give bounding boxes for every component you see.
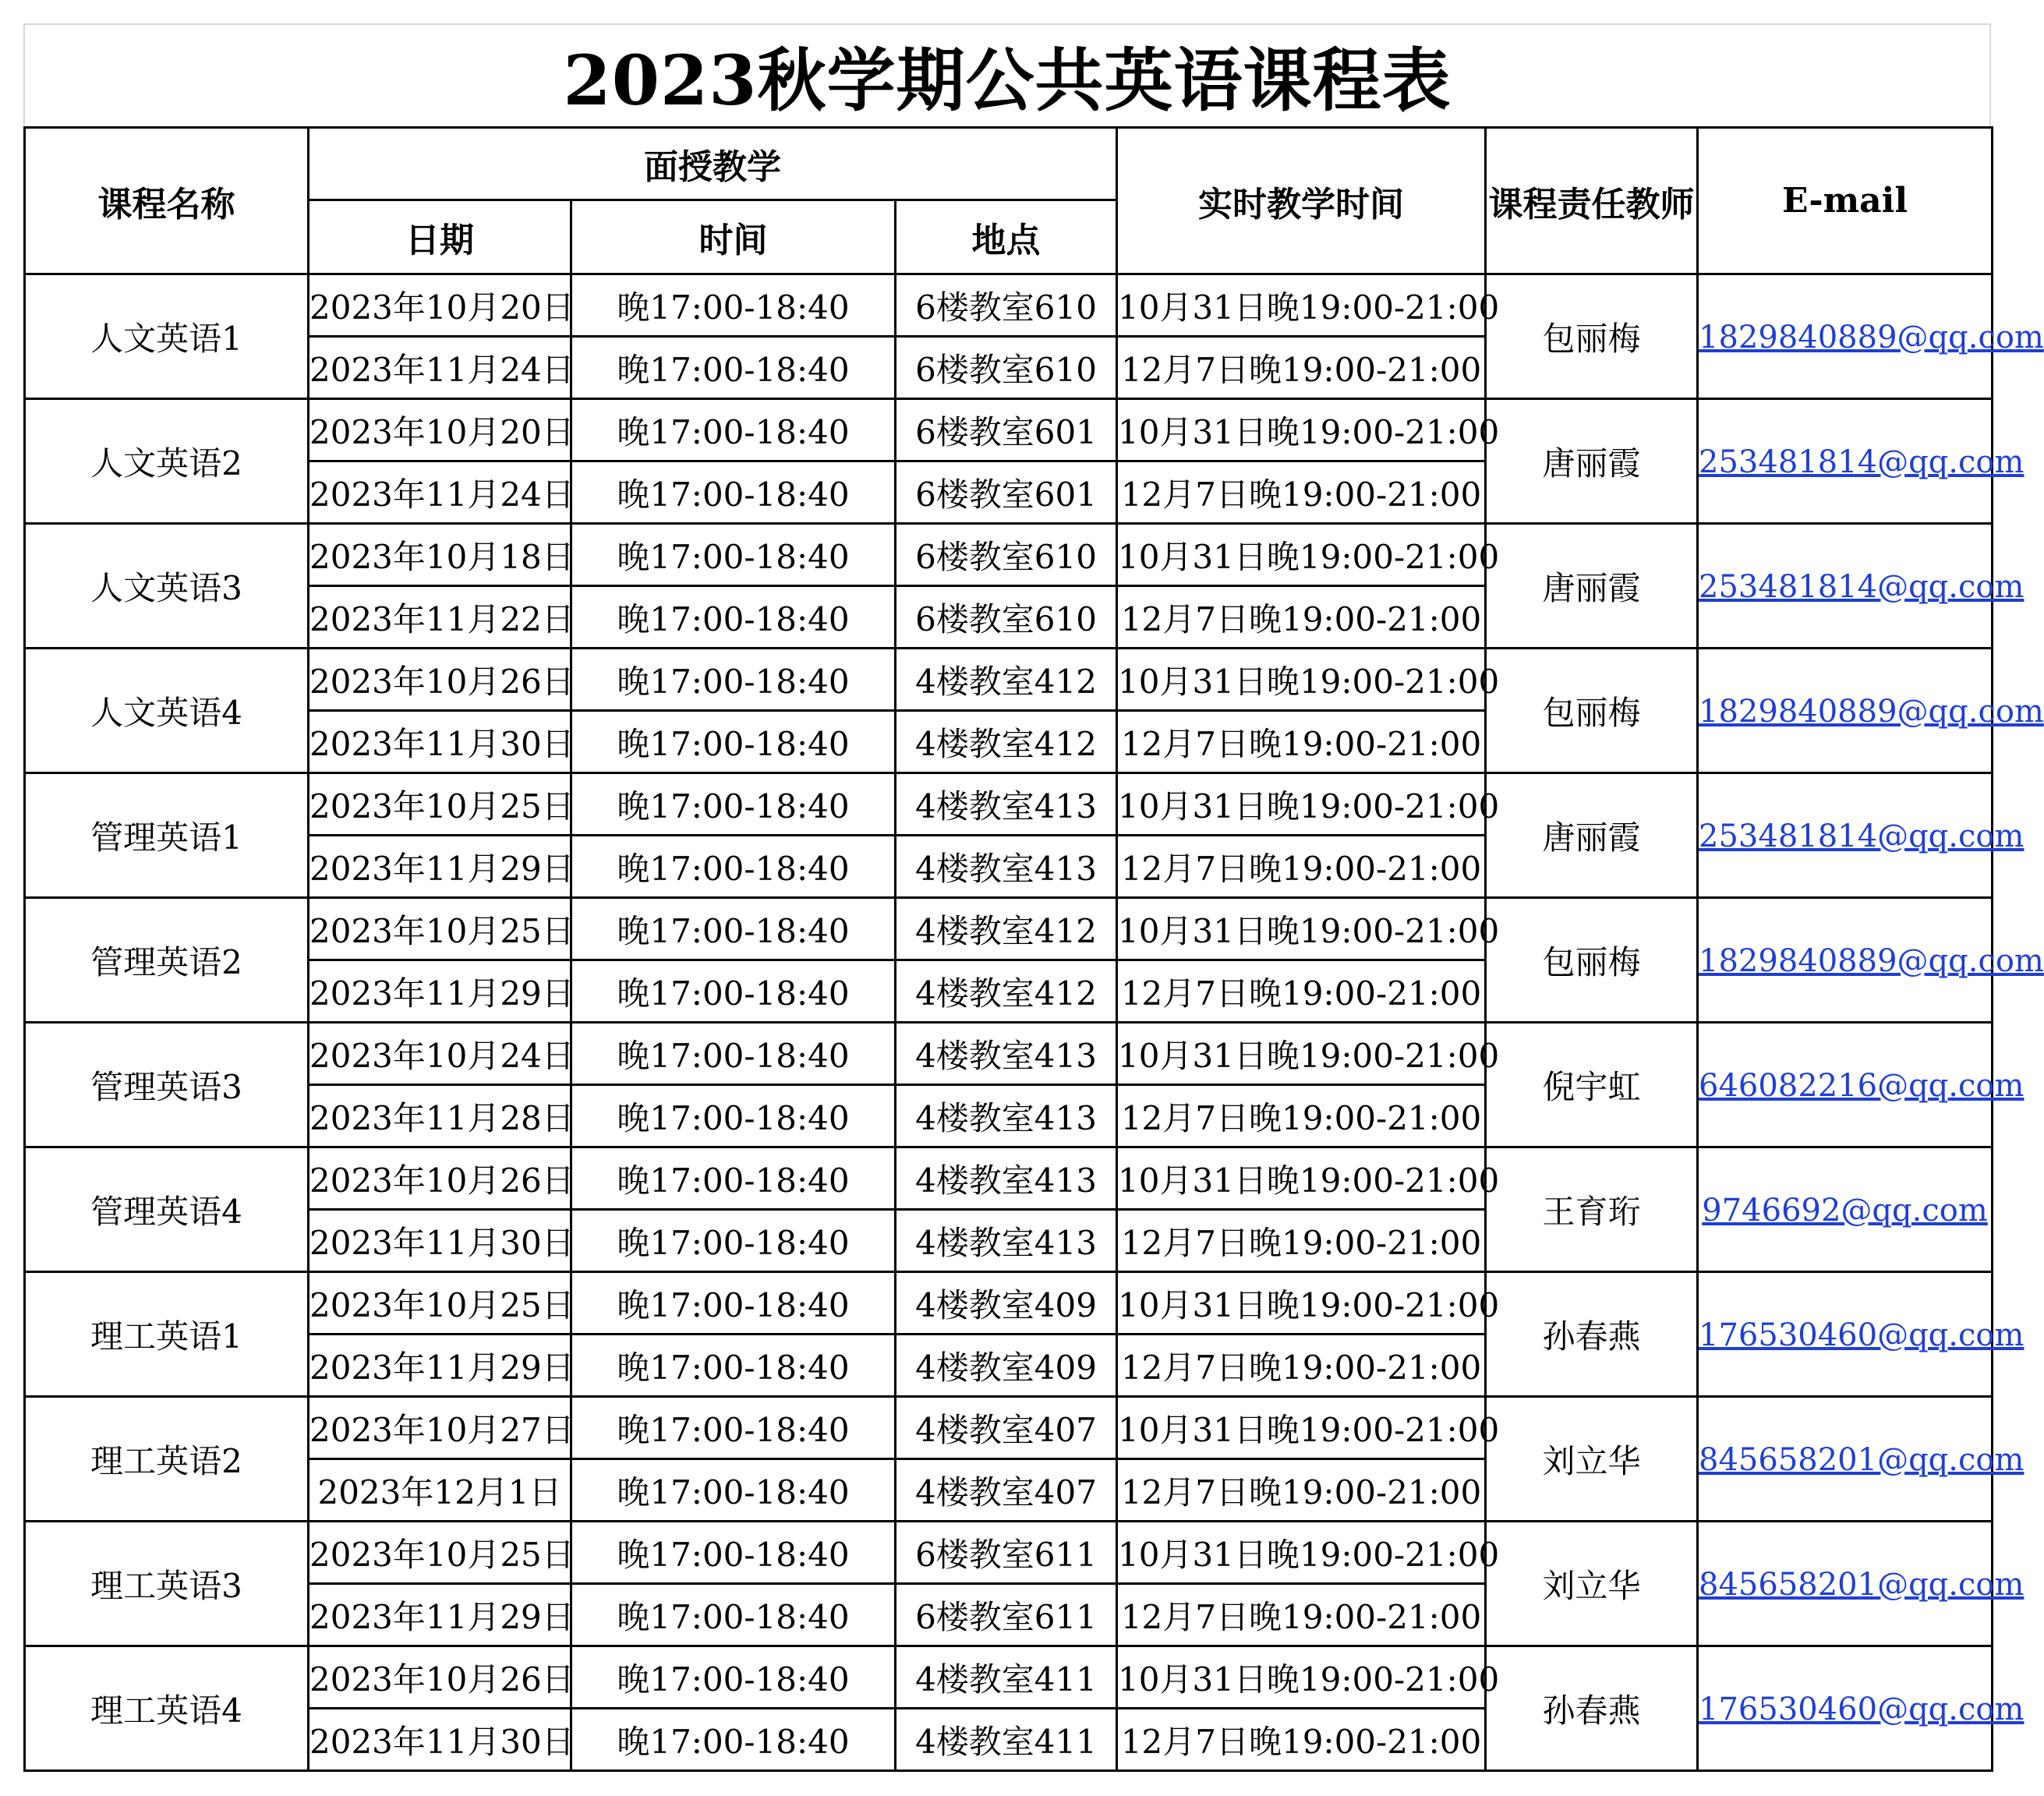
session-location-cell: 4楼教室412 — [896, 649, 1117, 711]
teacher-cell: 倪宇虹 — [1486, 1023, 1698, 1147]
session-date-cell: 2023年10月20日 — [309, 274, 571, 337]
session-date-cell: 2023年11月22日 — [309, 586, 571, 649]
session-time-cell: 晚17:00-18:40 — [571, 1085, 896, 1147]
teacher-cell: 王育珩 — [1486, 1147, 1698, 1272]
header-course-name: 课程名称 — [25, 128, 309, 274]
session-time-cell: 晚17:00-18:40 — [571, 1459, 896, 1522]
session-time-cell: 晚17:00-18:40 — [571, 399, 896, 461]
session-time-cell: 晚17:00-18:40 — [571, 1584, 896, 1646]
table-row — [25, 1522, 1993, 1584]
table-row — [25, 524, 1993, 586]
teacher-cell: 唐丽霞 — [1486, 399, 1698, 524]
course-name-cell: 人文英语4 — [25, 649, 309, 773]
email-link[interactable]: 845658201@qq.com — [1699, 1567, 2025, 1603]
session-date-cell: 2023年10月25日 — [309, 1522, 571, 1584]
session-date-cell: 2023年11月28日 — [309, 1085, 571, 1147]
table-row — [25, 1272, 1993, 1335]
live-time-cell: 10月31日晚19:00-21:00 — [1117, 898, 1486, 960]
course-name-cell: 理工英语1 — [25, 1272, 309, 1397]
session-date-cell: 2023年12月1日 — [309, 1459, 571, 1522]
email-cell — [1698, 1522, 2025, 1646]
live-time-cell: 12月7日晚19:00-21:00 — [1117, 836, 1486, 898]
table-row — [25, 1147, 1993, 1210]
session-time-cell: 晚17:00-18:40 — [571, 1335, 896, 1397]
live-time-cell: 10月31日晚19:00-21:00 — [1117, 1272, 1486, 1335]
session-time-cell: 晚17:00-18:40 — [571, 649, 896, 711]
course-name-cell: 理工英语2 — [25, 1397, 309, 1522]
live-time-cell: 10月31日晚19:00-21:00 — [1117, 524, 1486, 586]
session-date-cell: 2023年11月29日 — [309, 960, 571, 1023]
teacher-cell: 包丽梅 — [1486, 649, 1698, 773]
email-cell — [1698, 773, 2025, 898]
session-location-cell: 4楼教室407 — [896, 1397, 1117, 1459]
header-live-time: 实时教学时间 — [1117, 128, 1486, 274]
live-time-cell: 12月7日晚19:00-21:00 — [1117, 586, 1486, 649]
email-cell — [1698, 1272, 2025, 1397]
session-time-cell: 晚17:00-18:40 — [571, 960, 896, 1023]
table-row — [25, 1397, 1993, 1459]
session-location-cell: 4楼教室413 — [896, 1023, 1117, 1085]
session-location-cell: 4楼教室413 — [896, 773, 1117, 836]
live-time-cell: 10月31日晚19:00-21:00 — [1117, 1023, 1486, 1085]
schedule-body — [25, 274, 2044, 1771]
page-title: 2023秋学期公共英语课程表 — [23, 23, 1991, 126]
session-location-cell: 4楼教室412 — [896, 711, 1117, 773]
session-time-cell: 晚17:00-18:40 — [571, 524, 896, 586]
email-cell — [1698, 524, 2025, 649]
live-time-cell: 12月7日晚19:00-21:00 — [1117, 1459, 1486, 1522]
session-location-cell: 6楼教室610 — [896, 524, 1117, 586]
session-time-cell: 晚17:00-18:40 — [571, 1709, 896, 1771]
session-date-cell: 2023年10月20日 — [309, 399, 571, 461]
session-date-cell: 2023年11月29日 — [309, 1584, 571, 1646]
email-cell — [1698, 1646, 2025, 1771]
session-time-cell: 晚17:00-18:40 — [571, 1522, 896, 1584]
teacher-cell: 孙春燕 — [1486, 1646, 1698, 1771]
session-date-cell: 2023年10月26日 — [309, 1147, 571, 1210]
header-location: 地点 — [896, 200, 1117, 274]
email-link[interactable]: 845658201@qq.com — [1699, 1442, 2025, 1478]
session-location-cell: 6楼教室610 — [896, 586, 1117, 649]
live-time-cell: 12月7日晚19:00-21:00 — [1117, 1085, 1486, 1147]
table-row — [25, 274, 1993, 337]
email-cell — [1698, 1397, 2025, 1522]
email-link[interactable]: 253481814@qq.com — [1699, 818, 2025, 854]
session-time-cell: 晚17:00-18:40 — [571, 1272, 896, 1335]
header-face-to-face: 面授教学 — [309, 128, 1117, 200]
email-link[interactable]: 1829840889@qq.com — [1699, 694, 2044, 730]
live-time-cell: 12月7日晚19:00-21:00 — [1117, 1335, 1486, 1397]
session-date-cell: 2023年10月26日 — [309, 1646, 571, 1709]
email-link[interactable]: 1829840889@qq.com — [1699, 943, 2044, 979]
session-location-cell: 4楼教室412 — [896, 898, 1117, 960]
teacher-cell: 刘立华 — [1486, 1397, 1698, 1522]
session-time-cell: 晚17:00-18:40 — [571, 461, 896, 524]
header-date: 日期 — [309, 200, 571, 274]
session-date-cell: 2023年11月30日 — [309, 1709, 571, 1771]
live-time-cell: 10月31日晚19:00-21:00 — [1117, 773, 1486, 836]
teacher-cell: 唐丽霞 — [1486, 524, 1698, 649]
email-link[interactable]: 9746692@qq.com — [1702, 1193, 1988, 1229]
email-link[interactable]: 646082216@qq.com — [1699, 1068, 2025, 1104]
session-date-cell: 2023年11月24日 — [309, 337, 571, 399]
teacher-cell: 包丽梅 — [1486, 274, 1698, 399]
course-name-cell: 管理英语2 — [25, 898, 309, 1023]
live-time-cell: 10月31日晚19:00-21:00 — [1117, 274, 1486, 337]
session-time-cell: 晚17:00-18:40 — [571, 711, 896, 773]
course-name-cell: 人文英语1 — [25, 274, 309, 399]
live-time-cell: 10月31日晚19:00-21:00 — [1117, 399, 1486, 461]
email-link[interactable]: 253481814@qq.com — [1699, 444, 2025, 480]
live-time-cell: 12月7日晚19:00-21:00 — [1117, 960, 1486, 1023]
session-location-cell: 4楼教室409 — [896, 1272, 1117, 1335]
email-cell — [1698, 274, 2044, 399]
session-location-cell: 4楼教室413 — [896, 836, 1117, 898]
header-row-1 — [25, 128, 1993, 200]
header-time: 时间 — [571, 200, 896, 274]
teacher-cell: 唐丽霞 — [1486, 773, 1698, 898]
live-time-cell: 10月31日晚19:00-21:00 — [1117, 1147, 1486, 1210]
course-name-cell: 管理英语3 — [25, 1023, 309, 1147]
session-location-cell: 4楼教室407 — [896, 1459, 1117, 1522]
teacher-cell: 刘立华 — [1486, 1522, 1698, 1646]
course-name-cell: 管理英语1 — [25, 773, 309, 898]
session-time-cell: 晚17:00-18:40 — [571, 274, 896, 337]
table-row — [25, 649, 1993, 711]
course-name-cell: 理工英语4 — [25, 1646, 309, 1771]
session-location-cell: 4楼教室409 — [896, 1335, 1117, 1397]
session-date-cell: 2023年10月25日 — [309, 773, 571, 836]
table-row — [25, 399, 1993, 461]
email-cell — [1698, 1147, 1993, 1272]
session-time-cell: 晚17:00-18:40 — [571, 1646, 896, 1709]
session-location-cell: 4楼教室411 — [896, 1646, 1117, 1709]
session-date-cell: 2023年11月29日 — [309, 1335, 571, 1397]
email-link[interactable]: 1829840889@qq.com — [1699, 320, 2044, 355]
session-date-cell: 2023年10月24日 — [309, 1023, 571, 1085]
session-time-cell: 晚17:00-18:40 — [571, 586, 896, 649]
session-location-cell: 6楼教室610 — [896, 274, 1117, 337]
session-date-cell: 2023年10月27日 — [309, 1397, 571, 1459]
live-time-cell: 12月7日晚19:00-21:00 — [1117, 1210, 1486, 1272]
live-time-cell: 12月7日晚19:00-21:00 — [1117, 1584, 1486, 1646]
session-time-cell: 晚17:00-18:40 — [571, 337, 896, 399]
header-email: E-mail — [1698, 128, 1993, 274]
session-date-cell: 2023年11月30日 — [309, 711, 571, 773]
session-location-cell: 6楼教室611 — [896, 1584, 1117, 1646]
session-location-cell: 4楼教室413 — [896, 1210, 1117, 1272]
session-location-cell: 4楼教室413 — [896, 1147, 1117, 1210]
session-date-cell: 2023年10月25日 — [309, 898, 571, 960]
session-time-cell: 晚17:00-18:40 — [571, 898, 896, 960]
session-location-cell: 6楼教室601 — [896, 461, 1117, 524]
session-time-cell: 晚17:00-18:40 — [571, 1397, 896, 1459]
session-location-cell: 4楼教室412 — [896, 960, 1117, 1023]
session-date-cell: 2023年11月24日 — [309, 461, 571, 524]
live-time-cell: 10月31日晚19:00-21:00 — [1117, 1522, 1486, 1584]
email-cell — [1698, 399, 2025, 524]
email-link[interactable]: 176530460@qq.com — [1699, 1692, 2025, 1727]
live-time-cell: 12月7日晚19:00-21:00 — [1117, 1709, 1486, 1771]
session-time-cell: 晚17:00-18:40 — [571, 1147, 896, 1210]
session-time-cell: 晚17:00-18:40 — [571, 1023, 896, 1085]
course-name-cell: 管理英语4 — [25, 1147, 309, 1272]
session-date-cell: 2023年10月26日 — [309, 649, 571, 711]
table-row — [25, 1646, 1993, 1709]
session-location-cell: 4楼教室413 — [896, 1085, 1117, 1147]
email-link[interactable]: 176530460@qq.com — [1699, 1317, 2025, 1353]
live-time-cell: 12月7日晚19:00-21:00 — [1117, 461, 1486, 524]
session-time-cell: 晚17:00-18:40 — [571, 773, 896, 836]
course-name-cell: 人文英语2 — [25, 399, 309, 524]
live-time-cell: 10月31日晚19:00-21:00 — [1117, 649, 1486, 711]
live-time-cell: 12月7日晚19:00-21:00 — [1117, 337, 1486, 399]
session-date-cell: 2023年11月29日 — [309, 836, 571, 898]
email-cell — [1698, 1023, 2025, 1147]
table-row — [25, 898, 1993, 960]
table-row — [25, 773, 1993, 836]
live-time-cell: 10月31日晚19:00-21:00 — [1117, 1397, 1486, 1459]
course-name-cell: 理工英语3 — [25, 1522, 309, 1646]
session-location-cell: 6楼教室601 — [896, 399, 1117, 461]
session-location-cell: 6楼教室611 — [896, 1522, 1117, 1584]
header-teacher: 课程责任教师 — [1486, 128, 1698, 274]
course-name-cell: 人文英语3 — [25, 524, 309, 649]
session-location-cell: 4楼教室411 — [896, 1709, 1117, 1771]
schedule-sheet — [23, 23, 2044, 1773]
email-cell — [1698, 649, 2044, 773]
session-date-cell: 2023年11月30日 — [309, 1210, 571, 1272]
email-cell — [1698, 898, 2044, 1023]
teacher-cell: 包丽梅 — [1486, 898, 1698, 1023]
table-row — [25, 1023, 1993, 1085]
live-time-cell: 12月7日晚19:00-21:00 — [1117, 711, 1486, 773]
session-time-cell: 晚17:00-18:40 — [571, 1210, 896, 1272]
teacher-cell: 孙春燕 — [1486, 1272, 1698, 1397]
session-location-cell: 6楼教室610 — [896, 337, 1117, 399]
session-time-cell: 晚17:00-18:40 — [571, 836, 896, 898]
email-link[interactable]: 253481814@qq.com — [1699, 569, 2025, 605]
session-date-cell: 2023年10月25日 — [309, 1272, 571, 1335]
schedule-table — [23, 126, 2044, 1772]
session-date-cell: 2023年10月18日 — [309, 524, 571, 586]
live-time-cell: 10月31日晚19:00-21:00 — [1117, 1646, 1486, 1709]
